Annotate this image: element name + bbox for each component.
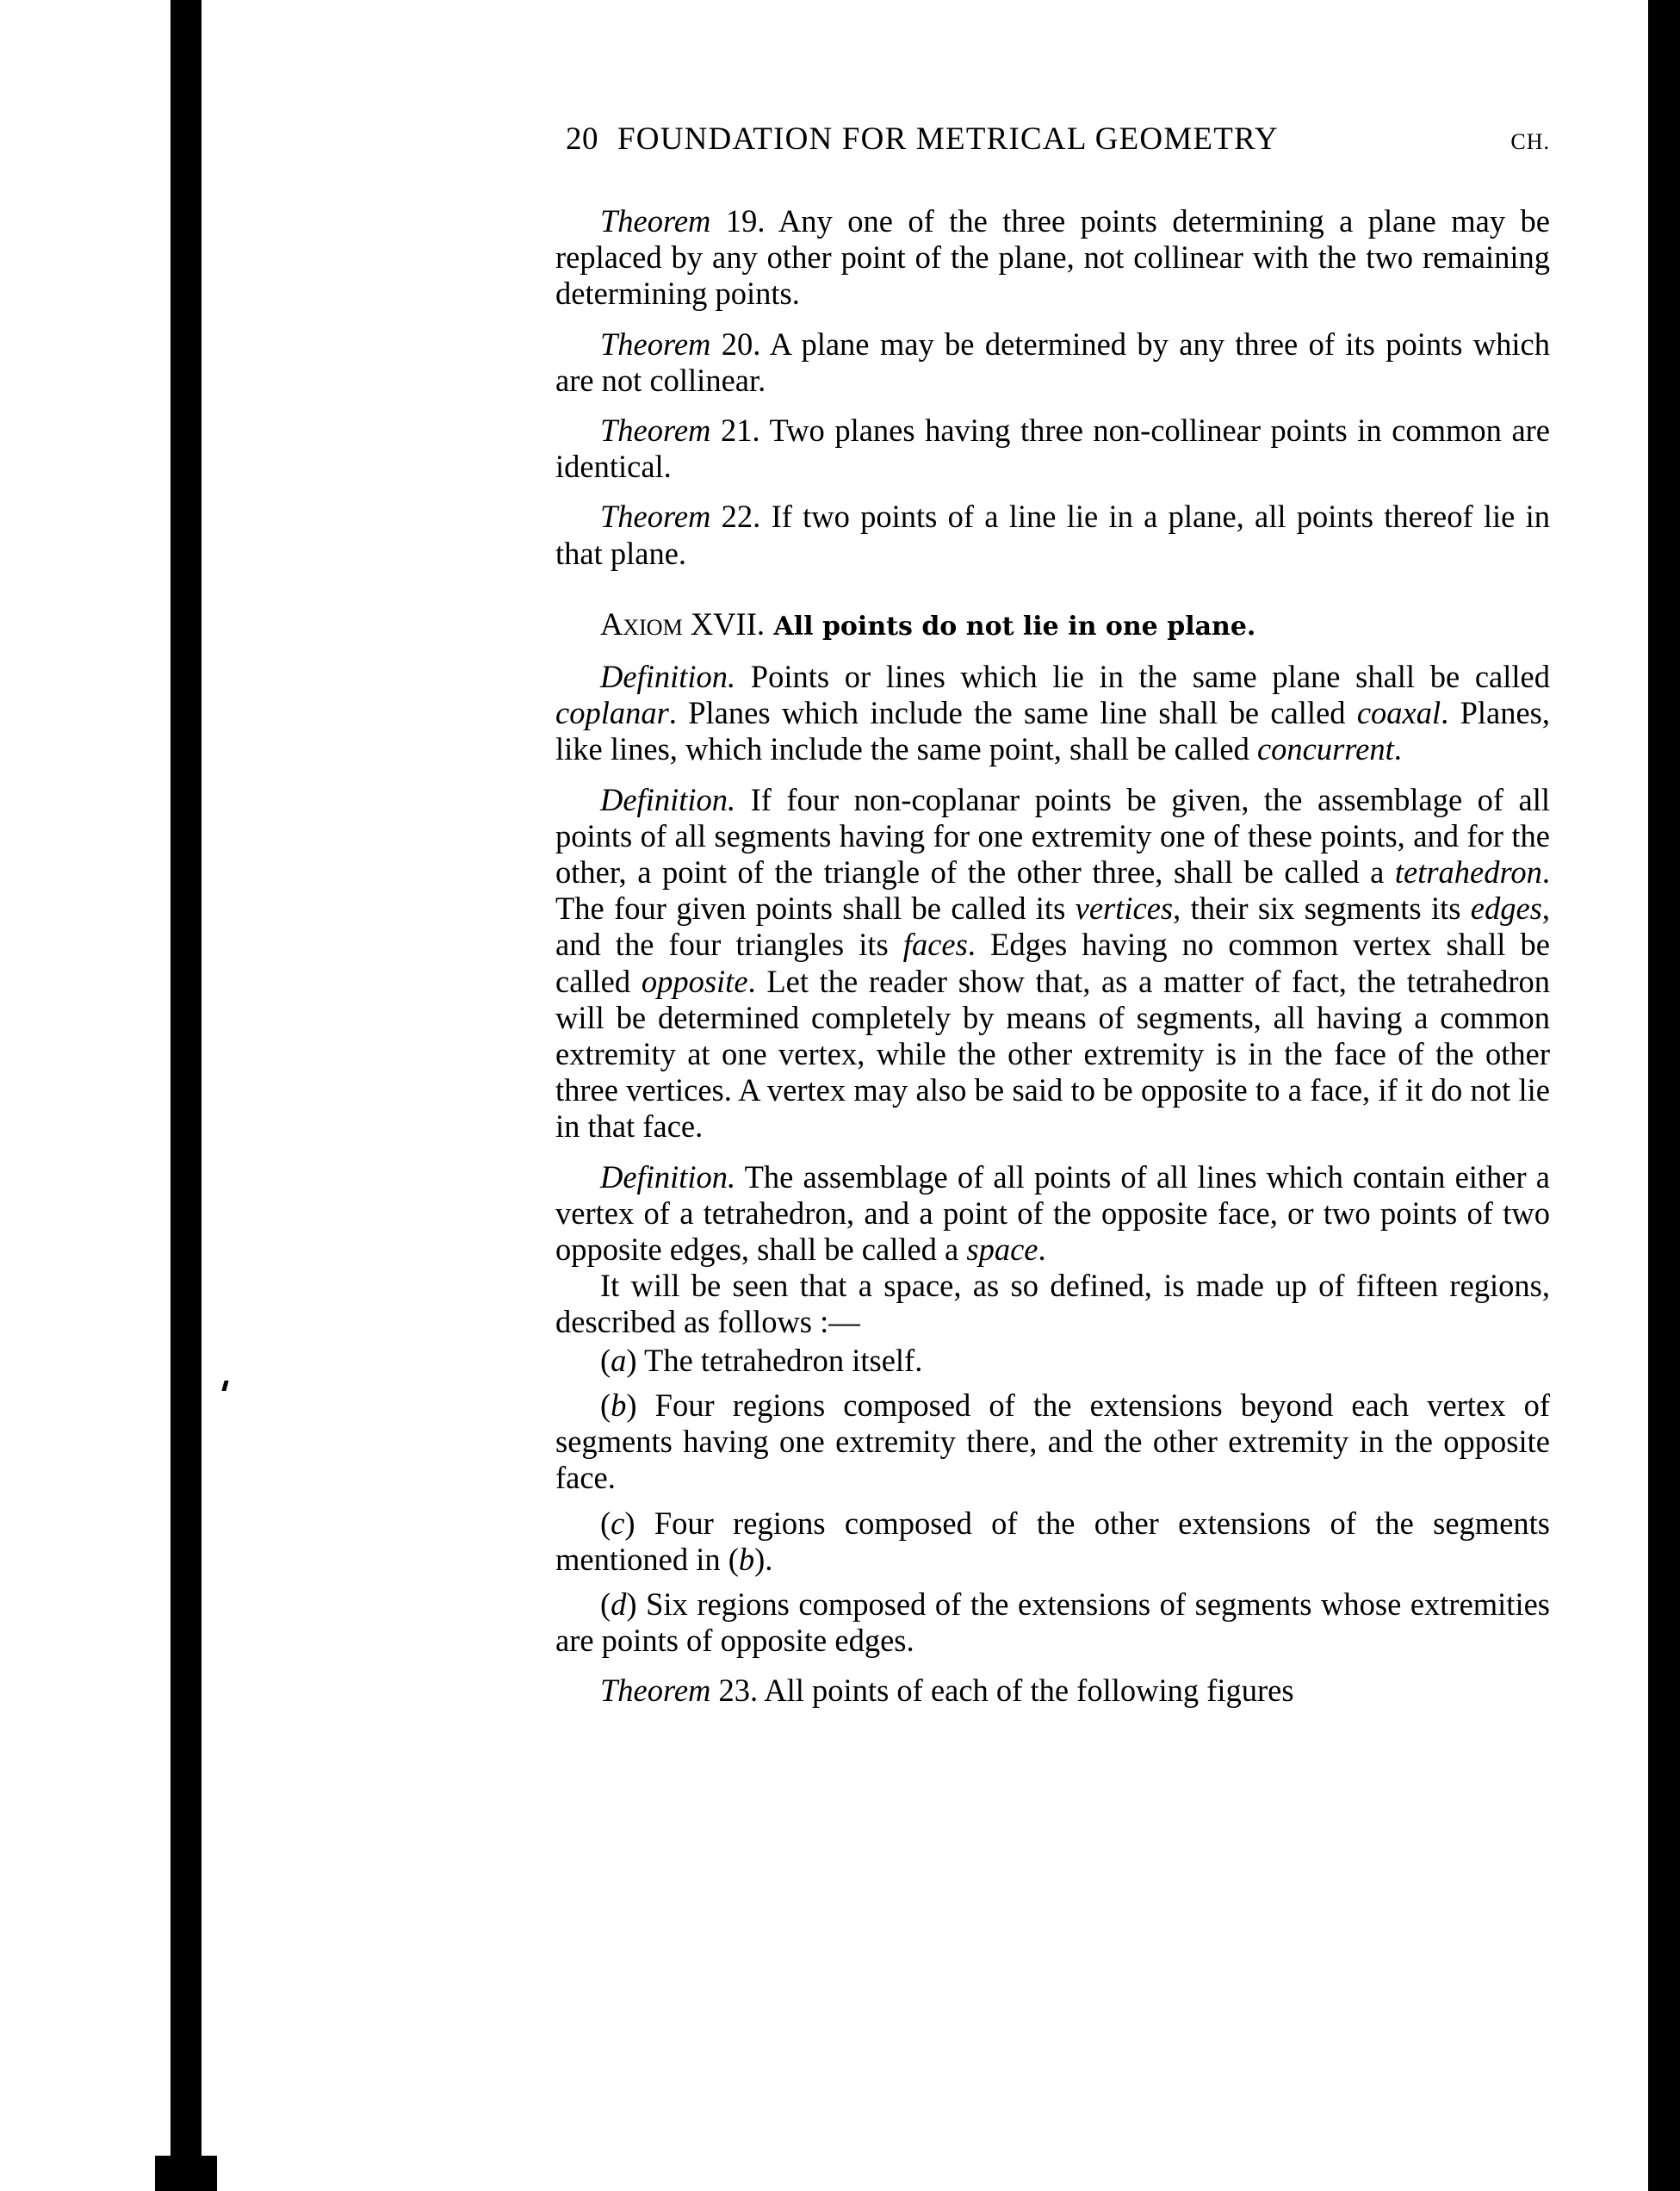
term-tetrahedron: tetrahedron [1394,854,1542,891]
definition-text: . Let the reader show that, as a matter of fact, the tetrahedron will be determined completely by means of segments, all having a common extremity at one vertex, while the other extremity is in the face of the other three vertices. A vertex may also be said to be opposite to a face, if it do not lie in that face. [555,963,1551,1145]
theorem-label: Theorem [600,499,711,535]
theorem-23 [555,1673,1550,1709]
running-title: FOUNDATION FOR METRICAL GEOMETRY [617,121,1279,157]
definition-text: If four non-coplanar points be given, the assemblage of all points of all segments having for one extremity one of these points, and for the other, a point of the triangle of the other three, shall be called a [555,781,1550,891]
running-head [566,121,1550,165]
scan-edge-right [1648,0,1680,2191]
regions-intro: It will be seen that a space, as so defined, is made up of fifteen regions, described as follows :— [555,1268,1550,1340]
region-text-tail: . [765,1541,773,1577]
axiom-text: All points do not lie in one plane. [764,611,1256,642]
definition-text: . [1038,1232,1046,1268]
definition-text: , and the four triangles its [555,891,1551,963]
theorem-text: Two planes having three non-collinear points in common are identical. [555,413,1551,485]
definition-text: . Planes, like lines, which include the same point, shall be called [555,695,1551,767]
theorem-label: Theorem [600,413,711,449]
definition-tetrahedron [555,782,1550,1145]
definition-text: . The four given points shall be called its [555,854,1550,927]
definition-label: Definition. [600,659,736,695]
region-marker: c [611,1505,625,1541]
theorem-label: Theorem [600,203,711,239]
definition-text: . Edges having no common vertex shall be called [555,927,1550,999]
definition-text: Points or lines which lie in the same plane shall be called [735,659,1550,695]
region-text: Six regions composed of the extensions of segments whose extremities are points of opposite edges. [555,1586,1550,1659]
region-item-b: (b) Four regions composed of the extensions beyond each vertex of segments having one extremity there, and the other extremity in the opposite face. [555,1387,1550,1496]
theorem-number: 23. [710,1673,759,1709]
definition-label: Definition. [600,781,736,817]
region-marker: d [611,1586,627,1622]
page-number: 20 [566,121,598,157]
theorem-number: 22. [710,499,761,535]
region-reference: b [738,1541,755,1577]
theorem-label: Theorem [600,1673,711,1709]
axiom-label: Axiom [600,605,683,642]
theorem-19 [555,203,1550,313]
term-vertices: vertices [1075,891,1174,927]
theorem-21 [555,413,1550,485]
region-text: Four regions composed of the extensions beyond each vertex of segments having one extremity there, and the other extremity in the opposite face. [555,1387,1550,1496]
theorem-number: 19. [710,203,766,239]
definition-text: The assemblage of all points of all lines which contain either a vertex of a tetrahedron, and a point of the opposite face, or two points of two opposite edges, shall be called a [555,1158,1550,1268]
term-edges: edges [1470,891,1542,927]
book-page [555,121,1550,1710]
definition-label: Definition. [600,1158,736,1195]
theorem-text: All points of each of the following figures [758,1673,1294,1709]
definition-text: . [1393,731,1402,767]
theorem-text: A plane may be determined by any three of its points which are not collinear. [555,326,1550,398]
region-marker: a [611,1342,627,1378]
axiom-number: XVII. [682,605,765,642]
region-item-d: (d) Six regions composed of the extensions of segments whose extremities are points of opposite edges. [555,1586,1550,1659]
term-space: space [966,1232,1038,1268]
scan-speck [221,1381,228,1391]
region-marker: b [611,1387,627,1423]
region-text: The tetrahedron itself. [636,1342,923,1378]
term-coaxal: coaxal [1356,695,1441,731]
theorem-number: 21. [710,413,760,449]
axiom-17 [555,606,1550,645]
theorem-22 [555,499,1550,571]
theorem-20 [555,326,1550,399]
region-text: Four regions composed of the other extensions of the segments mentioned in [555,1505,1550,1577]
binding-shadow-corner [155,2156,217,2191]
theorem-number: 20. [710,326,761,362]
definition-text: . Planes which include the same line shall be called [668,695,1357,731]
term-opposite: opposite [641,963,748,999]
definition-coplanar [555,659,1550,768]
theorem-label: Theorem [600,326,711,362]
term-coplanar: coplanar [555,695,669,731]
definition-text: , their six segments its [1173,891,1471,927]
theorem-text: Any one of the three points determining a plane may be replaced by any other point of the plane, not collinear with the two remaining determining points. [555,203,1550,312]
term-faces: faces [902,927,968,963]
chapter-marker: CH. [1510,129,1550,154]
definition-space [555,1159,1550,1269]
region-item-c: (c) Four regions composed of the other extensions of the segments mentioned in (b). [555,1505,1550,1577]
binding-shadow-left [170,0,201,2191]
region-item-a: (a) The tetrahedron itself. [600,1342,923,1378]
theorem-text: If two points of a line lie in a plane, all points thereof lie in that plane. [555,499,1550,571]
term-concurrent: concurrent [1256,731,1394,767]
